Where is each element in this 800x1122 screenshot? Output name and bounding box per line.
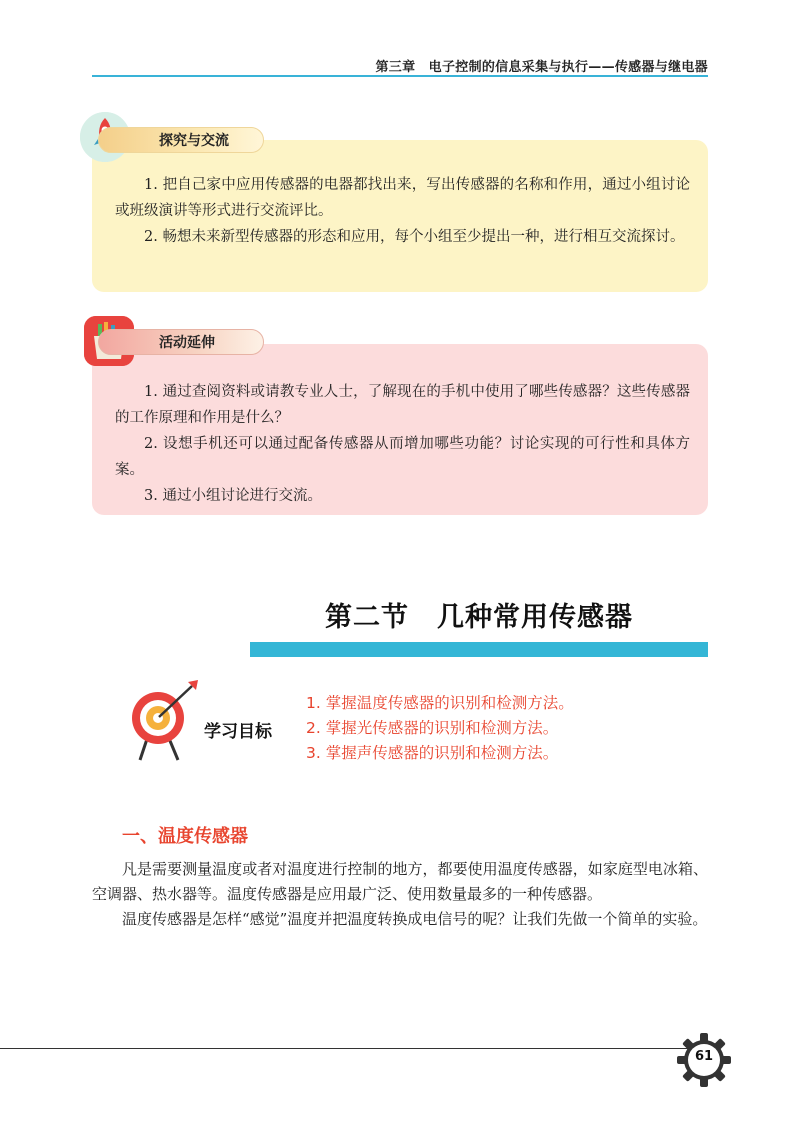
body-paragraph: 温度传感器是怎样“感觉”温度并把温度转换成电信号的呢？让我们先做一个简单的实验。: [122, 910, 708, 928]
extension-body: [115, 379, 690, 509]
objective-item: 2. 掌握光传感器的识别和检测方法。: [306, 719, 559, 737]
extension-item: 2. 设想手机还可以通过配备传感器从而增加哪些功能？讨论实现的可行性和具体方案。: [115, 436, 690, 478]
temperature-body: [92, 857, 708, 932]
target-icon: [128, 676, 204, 766]
objective-item: 1. 掌握温度传感器的识别和检测方法。: [306, 694, 574, 712]
subsection-heading: 一、温度传感器: [122, 826, 248, 847]
explore-body: [115, 172, 690, 250]
header-divider: [92, 75, 708, 77]
explore-item: 2. 畅想未来新型传感器的形态和应用，每个小组至少提出一种，进行相互交流探讨。: [144, 229, 685, 245]
body-paragraph: 凡是需要测量温度或者对温度进行控制的地方，都要使用温度传感器，如家庭型电冰箱、空调器、热水器等。温度传感器是应用最广泛、使用数量最多的一种传感器。: [92, 860, 708, 903]
explore-title-tab: [98, 127, 264, 153]
extension-title: 活动延伸: [159, 335, 215, 351]
chapter-header: 第三章 电子控制的信息采集与执行——传感器与继电器: [375, 60, 708, 75]
extension-item: 1. 通过查阅资料或请教专业人士，了解现在的手机中使用了哪些传感器？这些传感器的工作原理和作用是什么？: [115, 384, 690, 426]
page-number: 61: [694, 1049, 714, 1064]
footer-divider: [0, 1048, 690, 1049]
objective-item: 3. 掌握声传感器的识别和检测方法。: [306, 744, 559, 762]
section-accent-bar: [250, 642, 708, 657]
explore-item: 1. 把自己家中应用传感器的电器都找出来，写出传感器的名称和作用，通过小组讨论或班级演讲等形式进行交流评比。: [115, 177, 690, 219]
extension-title-tab: [98, 329, 264, 355]
explore-title: 探究与交流: [159, 133, 229, 149]
section-title: 第二节 几种常用传感器: [325, 602, 633, 633]
objectives-label: 学习目标: [204, 722, 272, 742]
objectives-list: [306, 691, 574, 766]
extension-item: 3. 通过小组讨论进行交流。: [144, 488, 322, 504]
